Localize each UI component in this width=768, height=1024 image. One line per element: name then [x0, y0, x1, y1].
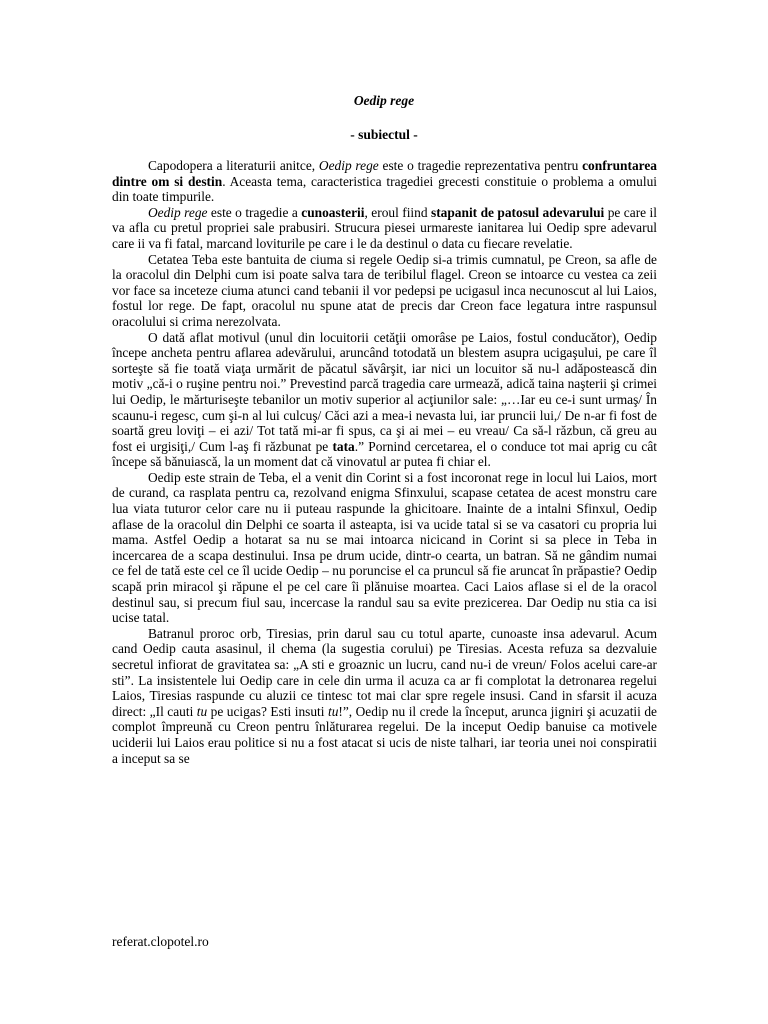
italic-text: tu: [327, 703, 339, 719]
italic-text: tu: [196, 703, 208, 719]
bold-text: confruntarea dintre om si destin: [112, 158, 657, 189]
text-run: pe care il va afla cu pretul propriei sale prabusiri. Strucura piesei urmareste ianitarea lui Oedip spre adevarul care ii va fi fatal, marcand loviturile pe care i le da destinul o data cu fiecare revelatie.: [112, 204, 657, 251]
text-run: .” Pornind cercetarea, el o conduce tot mai aprig cu cât începe să bănuiască, la un moment dat că vinovatul ar putea fi chiar el.: [112, 438, 658, 470]
italic-text: Oedip rege: [148, 204, 208, 220]
text-run: Capodopera a literaturii anitce,: [148, 158, 319, 173]
paragraph-6: [112, 626, 657, 766]
text-run: O dată aflat motivul (unul din locuitorii cetăţii omorâse pe Laios, fostul conducător), Oedip începe ancheta pentru aflarea adevărului, aruncând totodată un blestem asupra ucigaşului, pe care îl sorteşte să fie toată viaţa urmărit de păcatul săvârşit, iar nici un locuitor să nu-l adăpostească din motiv „că-i o ruşine pentru noi.” Prevestind parcă tragedia care urmează, adică taina naşterii şi crimei lui Oedip, le mărturiseşte tebanilor un motiv superior al acţiunilor sale: „…Iar eu ce-i sunt urmaş/ În scaunu-i regesc, cum şi-n al lui culcuş/ Căci azi a mea-i nevasta lui, iar pruncii lui,/ De n-ar fi fost de soartă greu loviţi – ei azi/ Tot tată mi-ar fi spus, ca şi ai mei – eu vreau/ Ca să-l răzbun, că greu au fost ei urgisiţi,/ Cum l-aş fi răzbunat pe: [112, 329, 657, 454]
bold-text: tata: [332, 438, 355, 454]
text-run: pe ucigas? Esti insuti: [207, 703, 328, 719]
text-run: Oedip este strain de Teba, el a venit din Corint si a fost incoronat rege in locul lui Laios, mort de curand, ca rasplata pentru ca, rezolvand enigma Sfinxului, scapase cetatea de acest monstru care lua viata tuturor celor care nu ii puteau raspunde la ghicitoare. Inainte de a intalni Sfinxul, Oedip aflase de la oracolul din Delphi ce soarta il asteapta, isi va ucide tatal si se va casatori cu propria lui mama. Astfel Oedip a hotarat sa nu se mai intoarca nicicand in Corint si sa plece in Teba in incercarea de a scapa destinului. Insa pe drum ucide, dintr-o cearta, un batran. Să ne gândim numai ce fel de tată este cel ce îl ucide Oedip – nu poruncise el ca pruncul să fie aruncat în prăpastie? Oedip scapă prin miracol şi răpune el pe cel care îi plănuise moartea. Caci Laios aflase si el de la oracol destinul sau, si precum fiul sau, incercase la randul sau sa evite prezicerea. Dar Oedip nu stia ca isi ucise tatal.: [112, 469, 657, 626]
document-title: Oedip rege: [353, 93, 415, 108]
bold-text: cunoasterii: [301, 204, 365, 220]
text-run: . Aceasta tema, caracteristica tragediei grecesti constituie o problema a omului din toate timpurile.: [112, 173, 658, 205]
paragraph-2: [112, 205, 657, 252]
text-run: Batranul proroc orb, Tiresias, prin darul sau cu totul aparte, cunoaste insa adevarul. Acum cand Oedip cauta asasinul, il chema (la sugestia corului) pe Tiresias. Acesta refuza sa dezvaluie secretul infiorat de gravitatea sa: „A sti e groaznic un lucru, cand nu-i de vreun/ Folos acelui care-ar sti”. La insistentele lui Oedip care in cele din urma il acuza ca ar fi complotat la detronarea regelui Laios, Tiresias raspunde cu aluzii ce tintesc tot mai clar spre regele insusi. Cand in sfarsit il acuza direct: „Il cauti: [112, 625, 657, 719]
document-body: [112, 158, 657, 766]
paragraph-4: [112, 330, 657, 470]
text-run: este o tragedie a: [207, 204, 302, 220]
paragraph-5: [112, 470, 657, 626]
italic-text: Oedip rege: [318, 158, 379, 173]
page-footer-source: referat.clopotel.ro: [112, 934, 209, 949]
text-run: este o tragedie reprezentativa pentru: [378, 158, 583, 173]
paragraph-1: [112, 158, 657, 205]
document-subtitle: - subiectul -: [350, 127, 418, 142]
text-run: Cetatea Teba este bantuita de ciuma si regele Oedip si-a trimis cumnatul, pe Creon, sa afle de la oracolul din Delphi cum isi poate salva tara de teribilul flagel. Creon se intoarce cu vestea ca zeii vor face sa inceteze ciuma atunci cand tebanii il vor pedepsi pe ucigasul inca necunoscut al lui Laios, fostul lor rege. De fapt, oracolul nu spune atat de precis dar Creon face legatura intre raspunsul oracolului si crima nerezolvata.: [112, 251, 657, 329]
text-run: !”, Oedip nu il crede la început, arunca jigniri şi acuzatii de complot împreună cu Creon pentru înlăturarea regelui. De la inceput Oedip banuise ca motivele uciderii lui Laios erau politice si nu a fost atacat si ucis de niste talhari, iar teoria unei noi conspiratii a inceput sa se: [112, 703, 657, 766]
bold-text: stapanit de patosul adevarului: [430, 204, 605, 220]
paragraph-3: [112, 252, 657, 330]
text-run: , eroul fiind: [364, 204, 431, 220]
